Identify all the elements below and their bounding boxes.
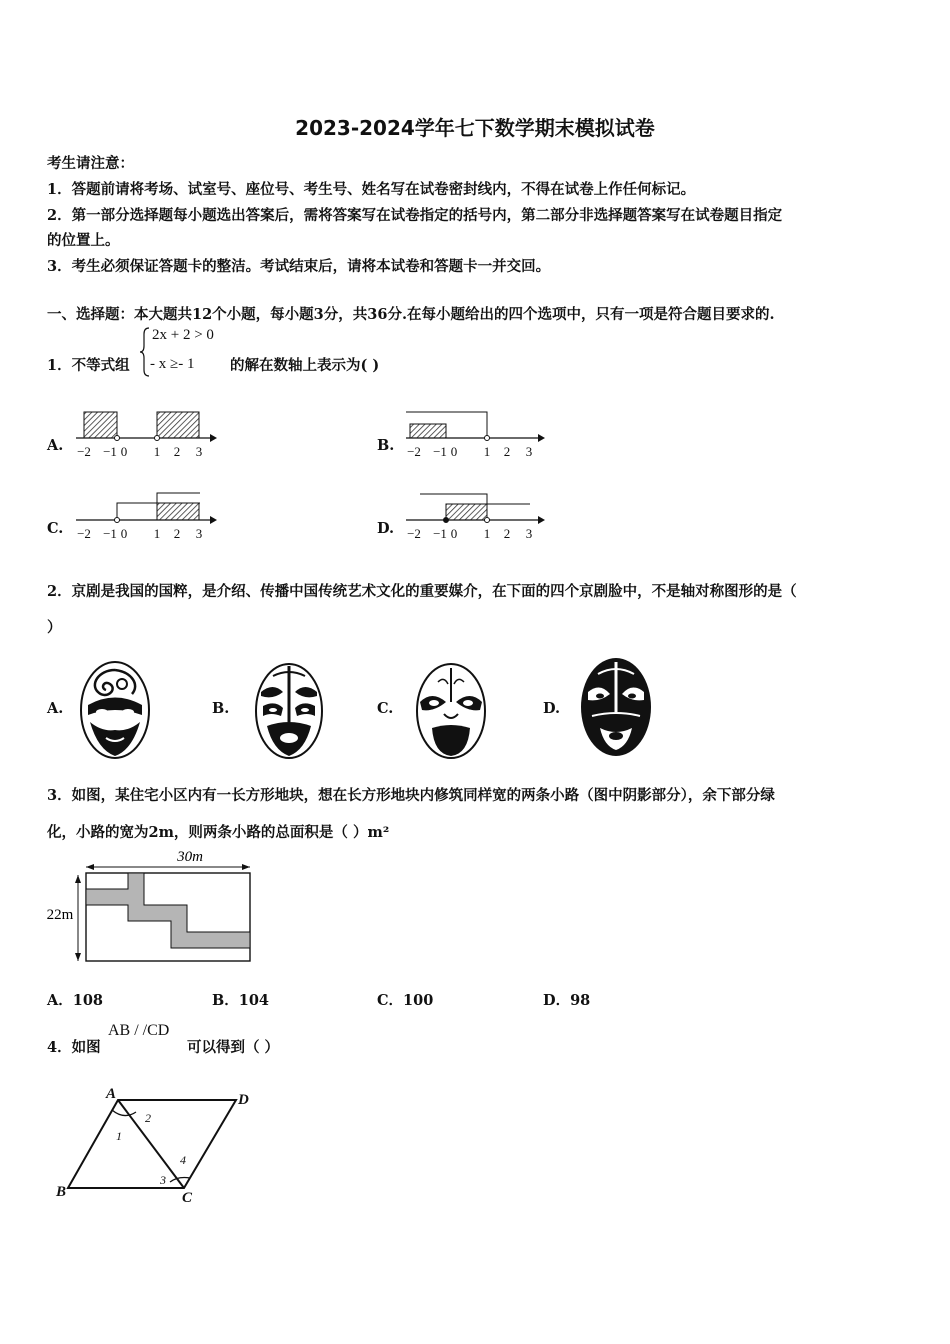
q1-option-a-label: A. xyxy=(47,437,64,454)
width-label: 30m xyxy=(177,849,203,865)
q1-option-d-label: D. xyxy=(377,520,395,537)
height-label: 22m xyxy=(46,907,74,923)
tick-label: −1 xyxy=(433,526,447,541)
number-line-a xyxy=(76,412,217,442)
angle-3-label: 3 xyxy=(160,1173,166,1187)
tick-label: 3 xyxy=(525,444,533,459)
tick-label: −2 xyxy=(407,444,421,459)
tick-label: 2 xyxy=(503,444,511,459)
q3-option-d: D．98 xyxy=(543,992,591,1009)
tick-label: −2 xyxy=(407,526,421,541)
angle-2-label: 2 xyxy=(145,1111,151,1125)
tick-label: 1 xyxy=(153,444,161,459)
number-line-d xyxy=(406,494,545,524)
q1-inequality-2: - x ≥- 1 xyxy=(150,356,195,372)
q2-stem: 2．京剧是我国的国粹，是介绍、传播中国传统艺术文化的重要媒介，在下面的四个京剧脸中，不是轴对称图形的是（ xyxy=(47,583,797,600)
opera-mask-a-icon xyxy=(78,660,152,760)
q1-suffix: 的解在数轴上表示为( ) xyxy=(230,357,380,374)
q4-condition: AB / /CD xyxy=(108,1022,170,1039)
q3-stem-cont: 化，小路的宽为2m，则两条小路的总面积是（ ）m² xyxy=(47,824,390,841)
point-d-label: D xyxy=(238,1092,249,1108)
tick-label: 3 xyxy=(525,526,533,541)
tick-label: −1 xyxy=(433,444,447,459)
q2-stem-cont: ） xyxy=(47,619,62,636)
page-title: 2023-2024学年七下数学期末模拟试卷 xyxy=(295,116,655,140)
tick-label: 3 xyxy=(195,526,203,541)
q1-inequality-1: 2x + 2 > 0 xyxy=(152,327,214,343)
q2-option-a-label: A. xyxy=(47,700,64,717)
notice-item-2: 2．第一部分选择题每小题选出答案后，需将答案写在试卷指定的括号内，第二部分非选择题答案写在试卷题目指定 xyxy=(47,207,783,224)
tick-label: 1 xyxy=(483,444,491,459)
tick-label: 1 xyxy=(153,526,161,541)
number-line-b xyxy=(406,412,545,442)
opera-mask-c-icon xyxy=(414,662,488,760)
q4-prefix: 4．如图 xyxy=(47,1039,101,1056)
q4-suffix: 可以得到（ ） xyxy=(187,1039,280,1056)
opera-mask-b-icon xyxy=(253,662,325,760)
tick-label: −2 xyxy=(77,526,91,541)
tick-label: 1 xyxy=(483,526,491,541)
tick-label: 2 xyxy=(173,526,181,541)
tick-label: −1 xyxy=(103,444,117,459)
tick-label: 0 xyxy=(450,526,458,541)
angle-1-label: 1 xyxy=(116,1129,122,1143)
q3-option-c: C．100 xyxy=(377,992,434,1009)
q2-option-c-label: C. xyxy=(377,700,394,717)
tick-label: 0 xyxy=(450,444,458,459)
notice-heading: 考生请注意： xyxy=(47,155,134,172)
notice-item-1: 1．答题前请将考场、试室号、座位号、考生号、姓名写在试卷密封线内，不得在试卷上作任何标记。 xyxy=(47,181,696,198)
tick-label: 2 xyxy=(503,526,511,541)
point-c-label: C xyxy=(182,1190,193,1206)
q4-parallelogram-diagram xyxy=(50,1080,270,1210)
q2-option-b-label: B. xyxy=(212,700,230,717)
tick-label: 0 xyxy=(120,444,128,459)
notice-item-3: 3．考生必须保证答题卡的整洁。考试结束后，请将本试卷和答题卡一并交回。 xyxy=(47,258,551,275)
q1-option-c-label: C. xyxy=(47,520,64,537)
q3-option-b: B．104 xyxy=(212,992,270,1009)
number-line-c xyxy=(76,493,217,524)
angle-4-label: 4 xyxy=(180,1153,186,1167)
tick-label: 0 xyxy=(120,526,128,541)
opera-mask-d-icon xyxy=(578,656,654,758)
q3-option-a: A．108 xyxy=(47,992,104,1009)
notice-item-2-cont: 的位置上。 xyxy=(47,232,120,249)
q1-option-b-label: B. xyxy=(377,437,395,454)
q1-prefix: 1．不等式组 xyxy=(47,357,130,374)
q1-number-lines xyxy=(0,0,950,560)
section-heading: 一、选择题：本大题共12个小题，每小题3分，共36分.在每小题给出的四个选项中，只有一项是符合题目要求的. xyxy=(47,306,775,323)
tick-label: 3 xyxy=(195,444,203,459)
q3-stem: 3．如图，某住宅小区内有一长方形地块，想在长方形地块内修筑同样宽的两条小路（图中阴影部分），余下部分绿 xyxy=(47,787,775,804)
point-b-label: B xyxy=(56,1184,67,1200)
tick-label: −1 xyxy=(103,526,117,541)
q3-field-diagram xyxy=(40,845,270,970)
point-a-label: A xyxy=(106,1086,117,1102)
q2-option-d-label: D. xyxy=(543,700,561,717)
tick-label: 2 xyxy=(173,444,181,459)
tick-label: −2 xyxy=(77,444,91,459)
